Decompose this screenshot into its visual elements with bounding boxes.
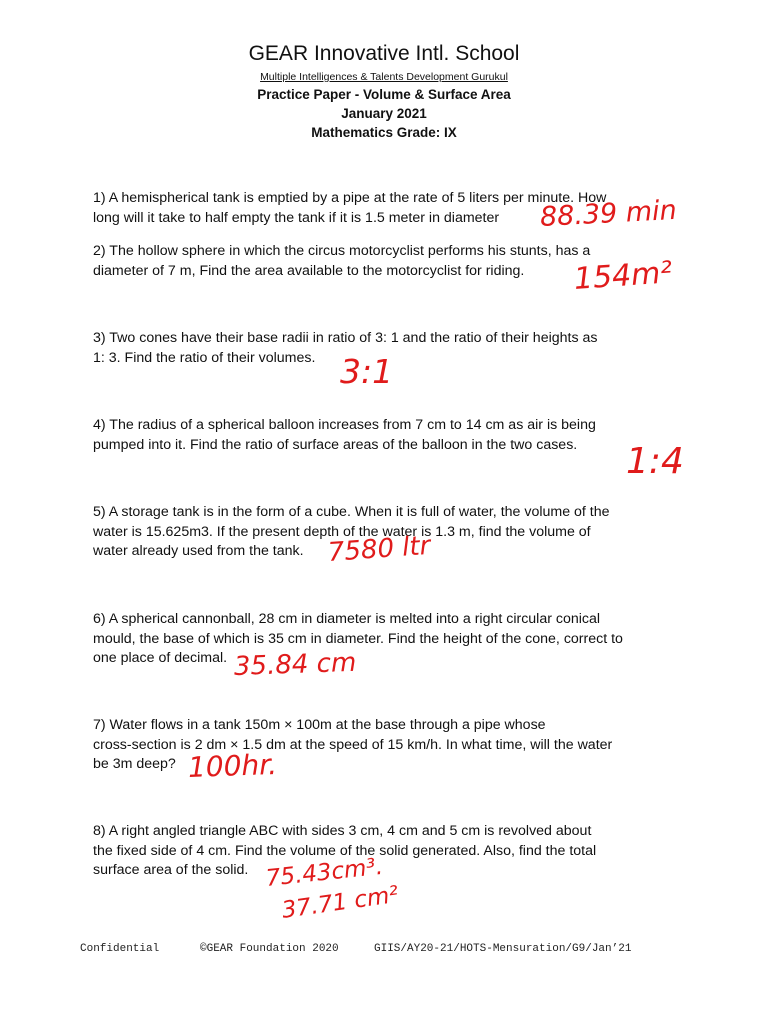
question-line: pumped into it. Find the ratio of surface areas of the balloon in the two cases. (93, 436, 578, 453)
handwritten-answer-6: 35.84 cm (233, 647, 357, 682)
question-line: water is 15.625m3. If the present depth of the water is 1.3 m, find the volume of (93, 523, 591, 540)
footer-confidential: Confidential (80, 943, 160, 955)
question-line: surface area of the solid. (93, 862, 249, 878)
handwritten-answer-7: 100hr. (187, 747, 278, 784)
question-line: cross-section is 2 dm × 1.5 dm at the speed of 15 km/h. In what time, will the water (93, 736, 613, 753)
question-4 (93, 416, 674, 455)
question-8 (93, 822, 674, 881)
handwritten-answer-4: 1:4 (626, 441, 684, 482)
question-line: diameter of 7 m, Find the area available to the motorcyclist for riding. (93, 262, 525, 279)
question-line: the fixed side of 4 cm. Find the volume of the solid generated. Also, find the total (93, 842, 597, 859)
question-line: one place of decimal. (93, 650, 228, 666)
school-tagline: Multiple Intelligences & Talents Development Gurukul (260, 71, 508, 83)
question-line: water already used from the tank. (93, 543, 304, 559)
handwritten-answer-8b: 37.71 cm² (280, 881, 401, 924)
paper-title: Practice Paper - Volume & Surface Area (257, 87, 511, 102)
question-line: 3) Two cones have their base radii in ratio of 3: 1 and the ratio of their heights as (93, 330, 598, 346)
question-line: 1) A hemispherical tank is emptied by a pipe at the rate of 5 liters per minute. How (93, 190, 607, 206)
question-line: be 3m deep? (93, 756, 176, 772)
question-line: 1: 3. Find the ratio of their volumes. (93, 349, 316, 366)
school-name: GEAR Innovative Intl. School (248, 42, 520, 65)
footer-copyright: ©GEAR Foundation 2020 (200, 943, 339, 955)
question-line: mould, the base of which is 35 cm in diameter. Find the height of the cone, correct to (93, 630, 623, 647)
subject-grade: Mathematics Grade: IX (311, 125, 457, 140)
question-line: 7) Water flows in a tank 150m × 100m at the base through a pipe whose (93, 717, 546, 733)
question-line: 4) The radius of a spherical balloon increases from 7 cm to 14 cm as air is being (93, 417, 596, 433)
handwritten-answer-1: 88.39 min (539, 194, 678, 233)
question-line: 6) A spherical cannonball, 28 cm in diameter is melted into a right circular conical (93, 611, 601, 627)
handwritten-answer-5: 7580 ltr (326, 530, 432, 568)
question-line: 2) The hollow sphere in which the circus motorcyclist performs his stunts, has a (93, 243, 591, 259)
question-line: long will it take to half empty the tank if it is 1.5 meter in diameter (93, 209, 500, 226)
handwritten-answer-8a: 75.43cm³. (264, 853, 385, 892)
question-6 (93, 610, 674, 669)
handwritten-answer-3: 3:1 (340, 352, 394, 391)
footer-document-code: GIIS/AY20-21/HOTS-Mensuration/G9/Jan’21 (374, 943, 632, 955)
question-7 (93, 716, 674, 775)
handwritten-answer-2: 154m² (572, 255, 674, 297)
paper-date: January 2021 (341, 106, 427, 121)
question-line: 5) A storage tank is in the form of a cube. When it is full of water, the volume of the (93, 504, 610, 520)
paper-header (0, 40, 768, 142)
question-line: 8) A right angled triangle ABC with sides 3 cm, 4 cm and 5 cm is revolved about (93, 823, 592, 839)
